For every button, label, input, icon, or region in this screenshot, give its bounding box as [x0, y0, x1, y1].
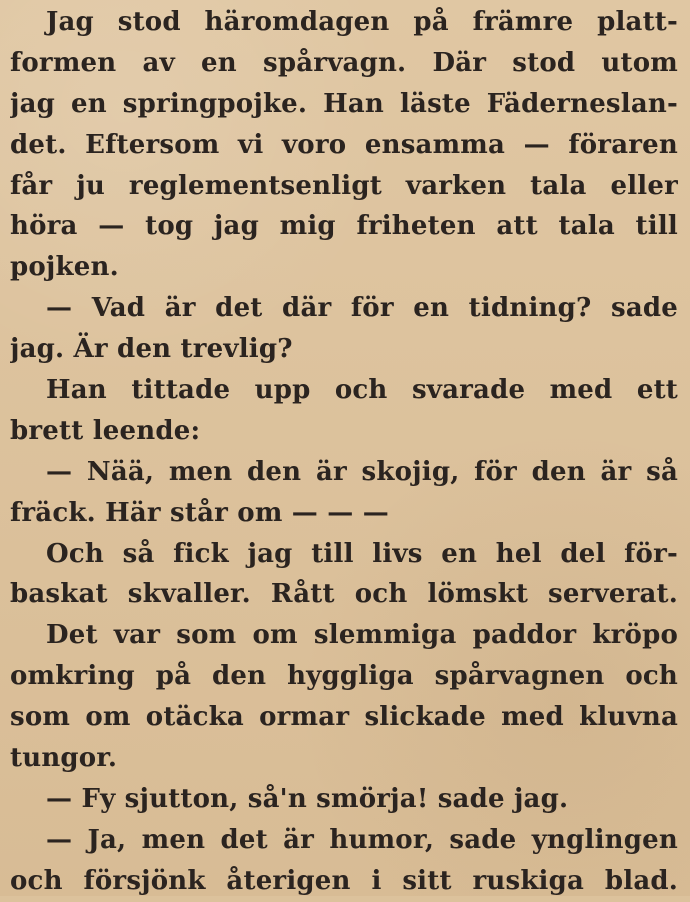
article-line-8: — Vad är det där för en tidning? sade [46, 293, 678, 324]
article-line-7: pojken. [10, 252, 119, 283]
article-line-9: jag. Är den trevlig? [10, 334, 293, 365]
article-line-3: jag en springpojke. Han läste Fäderneslan- [10, 88, 678, 119]
article-line-17: omkring på den hyggliga spårvagnen och [10, 661, 678, 692]
article-line-15: baskat skvaller. Rått och lömskt serverat. [10, 579, 678, 610]
article-line-13: fräck. Här står om — — — [10, 497, 389, 528]
article-column [10, 2, 678, 902]
article-line-2: formen av en spårvagn. Där stod utom [10, 47, 678, 78]
article-line-14: Och så fick jag till livs en hel del för- [46, 538, 678, 569]
article-line-6: höra — tog jag mig friheten att tala till [10, 211, 678, 242]
article-line-19: tungor. [10, 743, 118, 774]
article-line-1: Jag stod häromdagen på främre platt- [46, 7, 678, 37]
article-line-18: som om otäcka ormar slickade med kluvna [10, 702, 678, 733]
article-line-22: och försjönk återigen i sitt ruskiga blad. [10, 865, 678, 896]
article-line-11: brett leende: [10, 415, 201, 446]
article-line-16: Det var som om slemmiga paddor kröpo [46, 620, 678, 651]
article-line-12: — Nää, men den är skojig, för den är så [46, 456, 678, 487]
article-line-10: Han tittade upp och svarade med ett [46, 375, 678, 406]
article-line-5: får ju reglementsenligt varken tala eller [10, 170, 678, 201]
article-line-20: — Fy sjutton, så'n smörja! sade jag. [46, 783, 569, 814]
article-line-21: — Ja, men det är humor, sade ynglingen [46, 824, 678, 855]
article-line-4: det. Eftersom vi voro ensamma — föraren [10, 129, 678, 160]
